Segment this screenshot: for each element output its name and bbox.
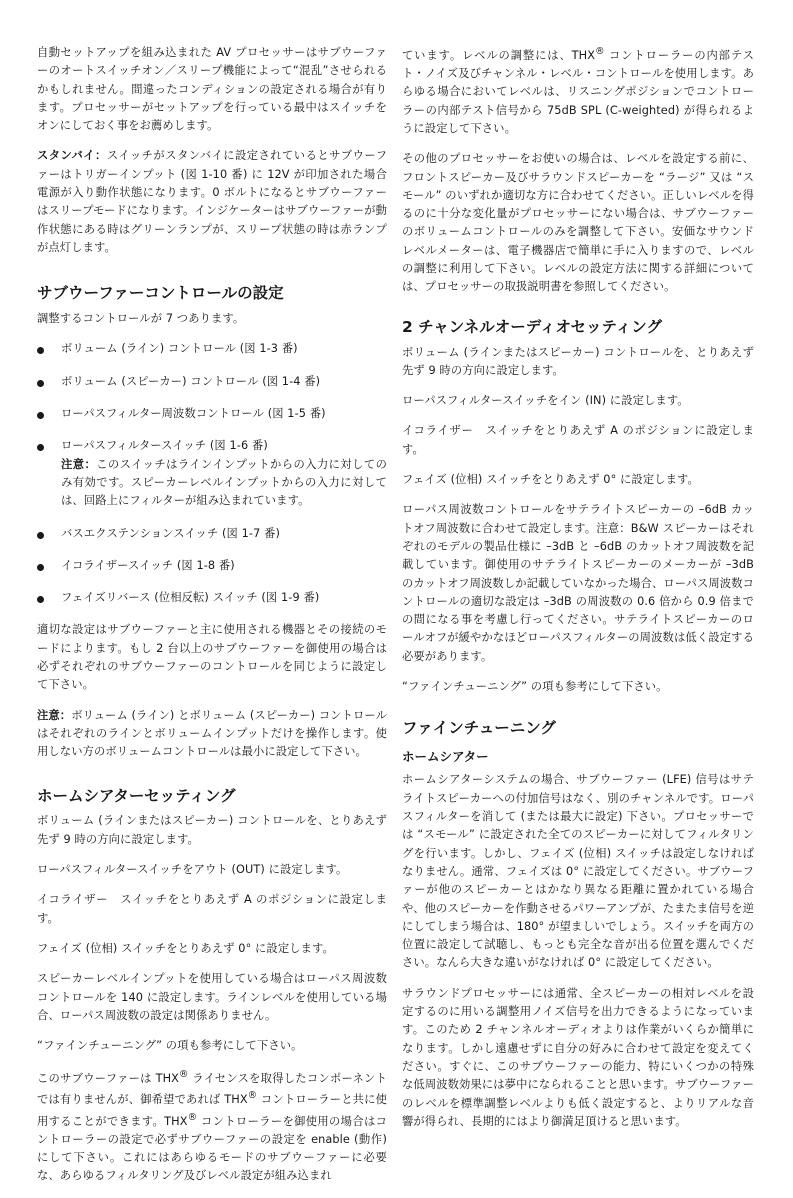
- fine-surround-processor: サラウンドプロセッサーには通常、全スピーカーの相対レベルを設定するのに用いる調整用ノイズ信号を出力できるようになっています。このため 2 チャンネルオーディオよりは作業がいくらか簡単になります。しかし遠慮せずに自分の好みに合わせて設定を変えてください。すぐに、このサブウーファーの能力、特にいくつかの特殊な低周波数効果には夢中になられることと思います。サブウーファーのレベルを標準調整レベルよりも低く設定すると、よりリアルな音響が得られ、長期的にはより御満足頂けると思います。: [402, 986, 754, 1128]
- twoch-eq: イコライザー スイッチをとりあえず A のポジションに設定します。: [402, 424, 754, 456]
- left-column: [37, 44, 387, 1198]
- fine-home-theater: ホームシアターシステムの場合、サブウーファー (LFE) 信号はサテライトスピーカーへの付加信号はなく、別のチャンネルです。ローパスフィルターを消して (または最大に設定) 下さい。プロセッサーでは “スモール” に設定された全てのスピーカーに対してフィルタリングを行います。しかし、フェイズ (位相) スイッチは設定しなければなりません。通常、フェイズは 0° に設定してください。サブウーファーが他のスピーカーとはかなり異なる距離に置かれている場合や、他のスピーカーを作動させるパワーアンプが、たまたま信号を逆にしてしまう場合は、180° が望ましいでしょう。スイッチを両方の位置に設定して試聴し、もっとも完全な音が出る位置を選んでください。なんら大きな違いがなければ 0° に設定してください。: [402, 773, 754, 970]
- list-item: フェイズリバース (位相反転) スイッチ (図 1-9 番): [37, 589, 387, 607]
- ht-eq: イコライザー スイッチをとりあえず A のポジションに設定します。: [37, 893, 387, 925]
- ht-fine-tuning-ref: “ファインチューニング” の項も参考にして下さい。: [37, 1039, 303, 1053]
- thx-continuation: ています。レベルの調整には、THX® コントローラーの内部テスト・ノイズ及びチャンネル・レベル・コントロールを使用します。あらゆる場合においてレベルは、リスニングポジションでコントローラーの内部テスト信号から 75dB SPL (C-weighted) が得られるように設定して下さい。: [402, 46, 754, 135]
- fine-tuning-subheading: ホームシアター: [402, 749, 489, 765]
- settings-paragraph: 適切な設定はサブウーファーと主に使用される機器とその接続のモードによります。もし 2 台以上のサブウーファーを御使用の場合は必ずそれぞれのサブウーファーのコントロールを同じように設定して下さい。: [37, 623, 387, 692]
- twoch-lowpass-frequency: ローパス周波数コントロールをサテライトスピーカーの –6dB カットオフ周波数に合わせて設定します。注意：B&W スピーカーはそれぞれのモデルの製品仕様に –3dB と –6dB のカットオフ周波数を記載しています。御使用のサテライトスピーカーのメーカーが –3dB のカットオフ周波数しか記載していなかった場合、ローパス周波数コントロールの適切な設定は –3dB の周波数の 0.6 倍から 0.9 倍までの間になる事を考慮し行ってください。サテライトスピーカーのロールオフが緩やかなほどローパスフィルターの周波数は低く設定する必要があります。: [402, 503, 754, 663]
- ht-speaker-level: スピーカーレベルインプットを使用している場合はローパス周波数コントロールを 140 に設定します。ラインレベルを使用している場合、ローパス周波数の設定は関係ありません。: [37, 972, 387, 1022]
- two-channel-heading: 2 チャンネルオーディオセッティング: [402, 317, 662, 336]
- bullet-icon: [37, 596, 44, 603]
- twoch-lowpass: ローパスフィルタースイッチをイン (IN) に設定します。: [402, 394, 689, 408]
- bullet-icon: [37, 412, 44, 419]
- ht-thx-paragraph: このサブウーファーは THX® ライセンスを取得したコンポーネントでは有りませんが、御希望であれば THX® コントローラーと共に使用することができます。THX® コントローラーを御使用の場合はコントローラーの設定で必ずサブウーファーの設定を enable (動作) にして下さい。これにはあらゆるモードのサブウーファーに必要な、あらゆるフィルタリング及びレベル設定が組み込まれ: [37, 1069, 387, 1183]
- bullet-icon: [37, 564, 44, 571]
- home-theater-heading: ホームシアターセッティング: [37, 786, 236, 805]
- list-item: ボリューム (スピーカー) コントロール (図 1-4 番): [37, 373, 387, 391]
- list-item: ローパスフィルター周波数コントロール (図 1-5 番): [37, 405, 387, 423]
- intro-paragraph: 自動セットアップを組み込まれた AV プロセッサーはサブウーファーのオートスイッチオン／スリープ機能によって“混乱”させられるかもしれません。間違ったコンディションの設定される場合が有ります。プロセッサーがセットアップを行っている最中はスイッチをオンにしておく事をお薦めします。: [37, 46, 387, 133]
- twoch-volume: ボリューム (ラインまたはスピーカー) コントロールを、とりあえず先ず 9 時の方向に設定します。: [402, 345, 754, 377]
- other-processor-paragraph: その他のプロセッサーをお使いの場合は、レベルを設定する前に、フロントスピーカー及びサラウンドスピーカーを “ラージ” 又は “スモール” のいずれか適切な方に合わせてください。正しいレベルを得るのに十分な変化量がプロセッサーにない場合は、サブウーファーのボリュームコントロールのみを調整して下さい。安価なサウンドレベルメーターは、電子機器店で簡単に手に入りますので、レベルの調整に利用して下さい。レベルの設定方法に関する詳細については、プロセッサーの取扱説明書を参照してください。: [402, 152, 754, 294]
- bullet-icon: [37, 532, 44, 539]
- list-item: イコライザースイッチ (図 1-8 番): [37, 557, 387, 575]
- bullet-icon: [37, 444, 44, 451]
- bullet-icon: [37, 347, 44, 354]
- list-item: ローパスフィルタースイッチ (図 1-6 番) 注意：このスイッチはラインインプットからの入力に対してのみ有効です。スピーカーレベルインプットからの入力に対しては、回路上にフィルターが組み込まれています。: [37, 437, 387, 510]
- standby-lead: スタンバイ：: [37, 149, 107, 163]
- bullet-icon: [37, 380, 44, 387]
- lowpass-switch-note: 注意：このスイッチはラインインプットからの入力に対してのみ有効です。スピーカーレベルインプットからの入力に対しては、回路上にフィルターが組み込まれています。: [61, 457, 387, 508]
- ht-volume: ボリューム (ラインまたはスピーカー) コントロールを、とりあえず先ず 9 時の方向に設定します。: [37, 814, 387, 846]
- twoch-fine-tuning-ref: “ファインチューニング” の項も参考にして下さい。: [402, 680, 668, 693]
- ht-phase: フェイズ (位相) スイッチをとりあえず 0° に設定します。: [37, 941, 334, 955]
- standby-paragraph: [37, 147, 387, 257]
- list-item: ボリューム (ライン) コントロール (図 1-3 番): [37, 340, 387, 358]
- twoch-phase: フェイズ (位相) スイッチをとりあえず 0° に設定します。: [402, 473, 699, 487]
- fine-tuning-heading: ファインチューニング: [402, 719, 556, 738]
- right-column: [402, 44, 754, 1143]
- standby-text: スイッチがスタンバイに設定されているとサブウーファーはトリガーインプット (図 1-10 番) に 12V が印加された場合電源が入り動作状態になります。0 ボルトになるとサブウーファーはスリープモードになります。インジケーターはサブウーファーが動作状態にある時はグリーンランプが、スリープ状態の時は赤ランプが点灯します。: [37, 149, 387, 254]
- ht-lowpass: ローパスフィルタースイッチをアウト (OUT) に設定します。: [37, 863, 348, 877]
- controls-intro: 調整するコントロールが 7 つあります。: [37, 312, 245, 326]
- subwoofer-controls-heading: サブウーファーコントロールの設定: [37, 284, 284, 303]
- controls-list: [37, 340, 387, 607]
- list-item: バスエクステンションスイッチ (図 1-7 番): [37, 525, 387, 543]
- volume-note: 注意：ボリューム (ライン) とボリューム (スピーカー) コントロールはそれぞれのラインとボリュームインプットだけを操作します。使用しない方のボリュームコントロールは最小に設定して下さい。: [37, 708, 387, 759]
